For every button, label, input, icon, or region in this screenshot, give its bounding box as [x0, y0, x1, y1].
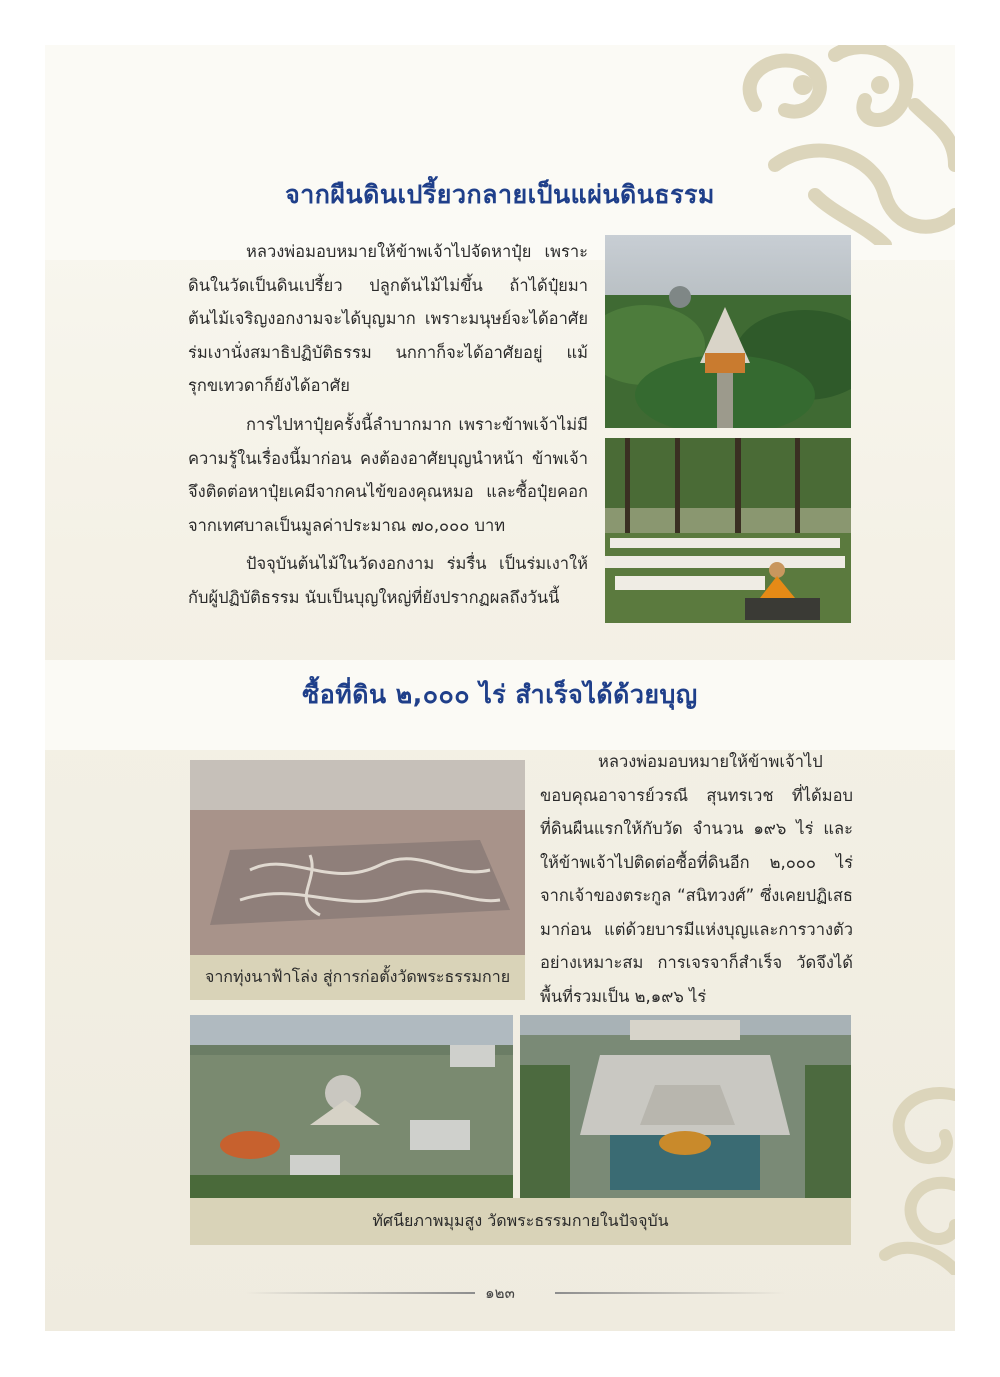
- section-2-paragraph: [540, 745, 853, 1013]
- aerial-temple-plaza-photo: [520, 1015, 851, 1198]
- flourish-ornament-bottom: [855, 1075, 955, 1275]
- aerial-temple-city-photo: [190, 1015, 513, 1198]
- page: [45, 45, 955, 1331]
- aerial-temple-forest-photo: [605, 235, 851, 428]
- section-1-heading: จากผืนดินเปรี้ยวกลายเป็นแผ่นดินธรรม: [285, 180, 715, 209]
- paragraph-text: ปัจจุบันต้นไม้ในวัดงอกงาม ร่มรื่น เป็นร่มเงาให้กับผู้ปฏิบัติธรรม นับเป็นบุญใหญ่ที่ยังปรากฏผลถึงวันนี้: [188, 554, 588, 607]
- flourish-ornament-top: [715, 45, 955, 245]
- paragraph-text: หลวงพ่อมอบหมายให้ข้าพเจ้าไปจัดหาปุ๋ย เพราะดินในวัดเป็นดินเปรี้ยว ปลูกต้นไม้ไม่ขึ้น ถ้าได้ปุ๋ยมา ต้นไม้เจริญงอกงามจะได้บุญมาก เพราะมนุษย์จะได้อาศัยร่มเงานั่งสมาธิปฏิบัติธรรม นกกาก็จะได้อาศัยอยู่ แม้รุกขเทวดาก็ยังได้อาศัย: [188, 242, 588, 395]
- section-2-heading: ซื้อที่ดิน ๒,๐๐๐ ไร่ สำเร็จได้ด้วยบุญ: [302, 680, 698, 709]
- group-meditation-photo: [605, 438, 851, 623]
- page-number: ๑๒๓: [485, 1284, 515, 1302]
- caption-aerial-present: ทัศนียภาพมุมสูง วัดพระธรรมกายในปัจจุบัน: [190, 1198, 851, 1245]
- footer-rule-right: [555, 1292, 785, 1294]
- section-1-paragraph-2: [188, 408, 588, 542]
- section-1-paragraph-1: [188, 235, 588, 403]
- caption-wetland: จากทุ่งนาฟ้าโล่ง สู่การก่อตั้งวัดพระธรรมกาย: [190, 955, 525, 1000]
- paragraph-text: การไปหาปุ๋ยครั้งนี้ลำบากมาก เพราะข้าพเจ้าไม่มีความรู้ในเรื่องนี้มาก่อน คงต้องอาศัยบุญนำหน้า ข้าพเจ้าจึงติดต่อหาปุ๋ยเคมีจากคนไข้ของคุณหมอ และซื้อปุ๋ยคอกจากเทศบาลเป็นมูลค่าประมาณ ๗๐,๐๐๐ บาท: [188, 415, 588, 535]
- paragraph-text: หลวงพ่อมอบหมายให้ข้าพเจ้าไปขอบคุณอาจารย์วรณี สุนทรเวช ที่ได้มอบที่ดินผืนแรกให้กับวัด จำนวน ๑๙๖ ไร่ และให้ข้าพเจ้าไปติดต่อซื้อที่ดินอีก ๒,๐๐๐ ไร่ จากเจ้าของตระกูล “สนิทวงศ์” ซึ่งเคยปฏิเสธมาก่อน แต่ด้วยบารมีแห่งบุญและการวางตัวอย่างเหมาะสม การเจรจาก็สำเร็จ วัดจึงได้พื้นที่รวมเป็น ๒,๑๙๖ ไร่: [540, 752, 853, 1006]
- wetland-aerial-photo: [190, 760, 525, 955]
- section-1-paragraph-3: [188, 547, 588, 614]
